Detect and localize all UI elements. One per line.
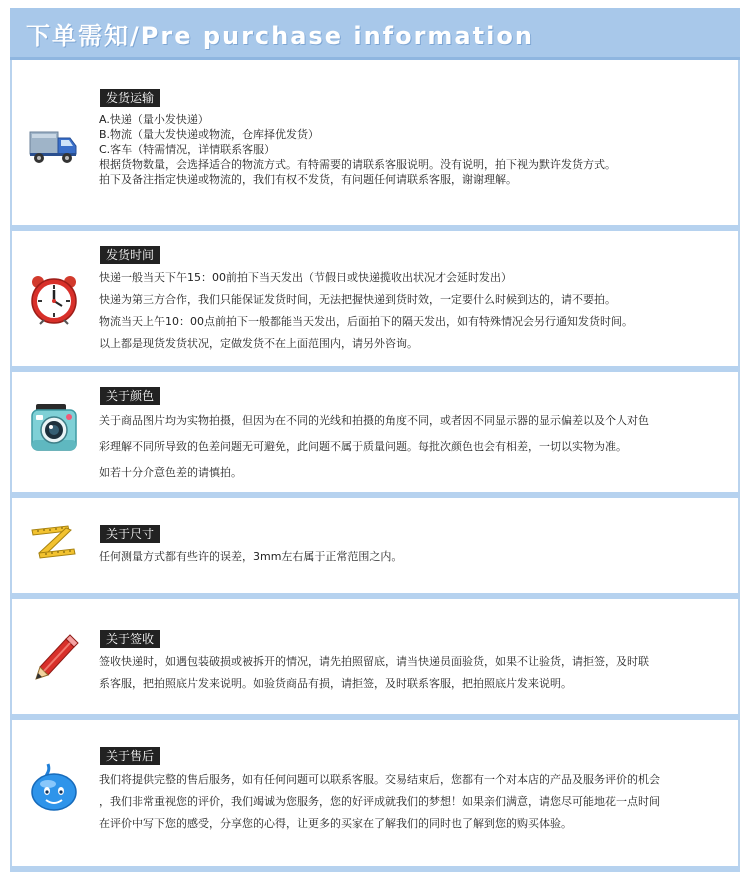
section-text — [99, 408, 731, 486]
section-text — [99, 769, 731, 835]
section-text — [99, 267, 731, 355]
text-line: 以上都是现货发货状况，定做发货不在上面范围内，请另外咨询。 — [99, 337, 418, 350]
text-line: 关于商品图片均为实物拍摄，但因为在不同的光线和拍摄的角度不同，或者因不同显示器的显示偏差以及个人对色 — [99, 414, 649, 427]
text-line: 签收快递时，如遇包装破损或被拆开的情况，请先拍照留底，请当快递员面验货，如果不让验货，请拒签，及时联 — [99, 655, 649, 668]
section-text — [99, 112, 731, 187]
text-line: 快递一般当天下午15：00前拍下当天发出（节假日或快递揽收出状况才会延时发出） — [99, 271, 512, 284]
text-line: B.物流（量大发快递或物流，仓库择优发货） — [99, 128, 320, 141]
text-line: 系客服，把拍照底片发来说明。如验货商品有损，请拒签，及时联系客服，把拍照底片发来说明。 — [99, 677, 572, 690]
folding-ruler-icon — [28, 518, 80, 570]
section-after-sales — [12, 720, 738, 866]
section-label: 关于颜色 — [100, 387, 160, 405]
section-color — [12, 372, 738, 492]
section-label: 发货运输 — [100, 89, 160, 107]
alarm-clock-icon — [28, 273, 80, 325]
text-line: 任何测量方式都有些许的误差，3mm左右属于正常范围之内。 — [99, 550, 403, 563]
smiling-drop-icon — [28, 760, 80, 812]
section-label: 关于签收 — [100, 630, 160, 648]
section-text — [99, 546, 731, 568]
text-line: ，我们非常重视您的评价，我们竭诚为您服务，您的好评成就我们的梦想！如果亲们满意，请您尽可能地花一点时间 — [99, 795, 660, 808]
camera-icon — [28, 402, 80, 454]
text-line: 快递为第三方合作，我们只能保证发货时间，无法把握快递到货时效，一定要什么时候到达的，请不要拍。 — [99, 293, 616, 306]
text-line: A.快递（量小发快递） — [99, 113, 209, 126]
text-line: C.客车（特需情况，详情联系客服） — [99, 143, 276, 156]
section-text — [99, 651, 731, 695]
section-size — [12, 498, 738, 593]
section-label: 关于售后 — [100, 747, 160, 765]
section-label: 发货时间 — [100, 246, 160, 264]
delivery-truck-icon — [28, 120, 80, 172]
text-line: 拍下及备注指定快递或物流的，我们有权不发货，有问题任何请联系客服，谢谢理解。 — [99, 173, 517, 186]
section-label: 关于尺寸 — [100, 525, 160, 543]
text-line: 物流当天上午10：00点前拍下一般都能当天发出，后面拍下的隔天发出，如有特殊情况会另行通知发货时间。 — [99, 315, 633, 328]
section-signing — [12, 599, 738, 714]
text-line: 如若十分介意色差的请慎拍。 — [99, 466, 242, 479]
page-title: 下单需知/Pre purchase information — [26, 22, 534, 50]
pencil-icon — [28, 631, 80, 683]
text-line: 根据货物数量，会选择适合的物流方式。有特需要的请联系客服说明。没有说明，拍下视为默许发货方式。 — [99, 158, 616, 171]
text-line: 在评价中写下您的感受，分享您的心得，让更多的买家在了解我们的同时也了解到您的购买体验。 — [99, 817, 572, 830]
text-line: 彩理解不同所导致的色差问题无可避免，此问题不属于质量问题。每批次颜色也会有相差，一切以实物为准。 — [99, 440, 627, 453]
section-divider — [10, 866, 740, 872]
header-banner — [10, 8, 740, 60]
section-shipping-time — [12, 231, 738, 366]
section-shipping — [12, 66, 738, 225]
text-line: 我们将提供完整的售后服务，如有任何问题可以联系客服。交易结束后，您都有一个对本店的产品及服务评价的机会 — [99, 773, 660, 786]
